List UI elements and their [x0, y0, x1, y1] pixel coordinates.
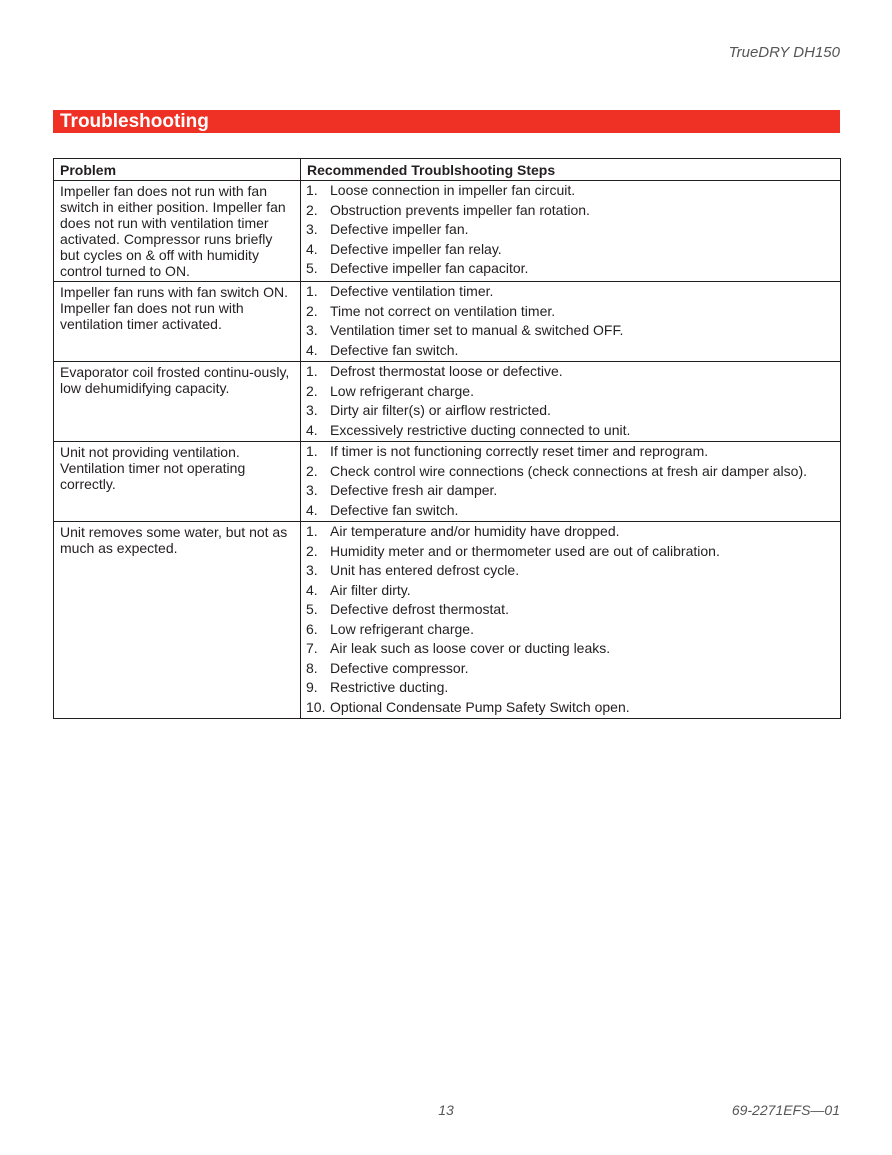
step-text: Defective impeller fan relay. — [330, 240, 502, 257]
step-item — [306, 241, 836, 259]
step-item — [306, 283, 836, 301]
problem-cell: Evaporator coil frosted continu-ously, low dehumidifying capacity. — [54, 362, 301, 442]
step-item — [306, 322, 836, 340]
step-number: 2. — [306, 302, 318, 319]
step-number: 3. — [306, 402, 318, 418]
step-item — [306, 543, 836, 561]
section-heading-bar — [53, 110, 840, 133]
step-item — [306, 221, 836, 239]
step-item — [306, 502, 836, 520]
step-item — [306, 582, 836, 600]
problem-cell: Unit removes some water, but not as much as expected. — [54, 522, 301, 719]
problem-cell: Impeller fan does not run with fan switch in either position. Impeller fan does not run with ventilation timer activated. Compressor runs briefly but cycles on & off with humidity control turned to ON. — [54, 181, 301, 282]
step-number: 6. — [306, 620, 318, 637]
step-list — [306, 283, 836, 359]
steps-cell — [301, 362, 841, 442]
troubleshooting-table — [53, 158, 841, 719]
step-item — [306, 402, 836, 420]
step-text: Air temperature and/or humidity have dropped. — [330, 523, 620, 539]
step-number: 3. — [306, 221, 318, 237]
step-number: 8. — [306, 659, 318, 676]
step-item — [306, 443, 836, 461]
section-heading: Troubleshooting — [60, 111, 209, 132]
steps-cell — [301, 181, 841, 282]
table-body — [54, 181, 841, 719]
step-number: 4. — [306, 421, 318, 438]
step-text: Loose connection in impeller fan circuit. — [330, 182, 576, 198]
step-text: Excessively restrictive ducting connected to unit. — [330, 421, 631, 438]
step-text: Defective impeller fan. — [330, 221, 469, 237]
step-number: 2. — [306, 462, 318, 479]
step-number: 7. — [306, 640, 318, 656]
step-number: 1. — [306, 523, 318, 539]
step-item — [306, 482, 836, 500]
step-text: Defective fan switch. — [330, 341, 459, 358]
step-text: Ventilation timer set to manual & switched OFF. — [330, 322, 624, 338]
step-text: Defective ventilation timer. — [330, 283, 494, 299]
step-text: Air filter dirty. — [330, 581, 411, 598]
step-text: Defrost thermostat loose or defective. — [330, 363, 563, 379]
step-list — [306, 443, 836, 519]
step-text: Defective defrost thermostat. — [330, 601, 509, 617]
step-text: Air leak such as loose cover or ducting leaks. — [330, 640, 611, 656]
step-number: 2. — [306, 201, 318, 218]
step-text: Obstruction prevents impeller fan rotation. — [330, 201, 590, 218]
step-text: Restrictive ducting. — [330, 679, 449, 695]
step-item — [306, 601, 836, 619]
step-text: Time not correct on ventilation timer. — [330, 302, 556, 319]
step-item — [306, 182, 836, 200]
step-number: 3. — [306, 482, 318, 498]
step-number: 1. — [306, 283, 318, 299]
table-row — [54, 181, 841, 282]
step-number: 1. — [306, 182, 318, 198]
step-item — [306, 562, 836, 580]
steps-column-header: Recommended Troublshooting Steps — [301, 159, 841, 181]
step-text: Low refrigerant charge. — [330, 620, 474, 637]
step-item — [306, 699, 836, 717]
table-row — [54, 282, 841, 362]
step-text: Defective fan switch. — [330, 501, 459, 518]
step-item — [306, 202, 836, 220]
steps-cell — [301, 282, 841, 362]
step-text: Humidity meter and or thermometer used are out of calibration. — [330, 542, 720, 559]
step-number: 9. — [306, 679, 318, 695]
step-item — [306, 260, 836, 278]
step-number: 4. — [306, 341, 318, 358]
step-text: Check control wire connections (check connections at fresh air damper also). — [330, 462, 807, 479]
step-number: 1. — [306, 443, 318, 459]
step-number: 4. — [306, 581, 318, 598]
table-row — [54, 362, 841, 442]
step-list — [306, 182, 836, 278]
step-number: 5. — [306, 260, 318, 276]
step-number: 5. — [306, 601, 318, 617]
step-item — [306, 463, 836, 481]
step-item — [306, 523, 836, 541]
step-item — [306, 363, 836, 381]
step-text: If timer is not functioning correctly reset timer and reprogram. — [330, 443, 709, 459]
step-text: Optional Condensate Pump Safety Switch open. — [330, 698, 630, 715]
document-code: 69-2271EFS—01 — [731, 1102, 840, 1118]
step-item — [306, 660, 836, 678]
step-text: Defective impeller fan capacitor. — [330, 260, 529, 276]
step-number: 3. — [306, 322, 318, 338]
step-list — [306, 523, 836, 716]
step-number: 3. — [306, 562, 318, 578]
step-text: Defective fresh air damper. — [330, 482, 498, 498]
step-item — [306, 679, 836, 697]
problem-cell: Unit not providing ventilation. Ventilation timer not operating correctly. — [54, 442, 301, 522]
problem-cell: Impeller fan runs with fan switch ON. Impeller fan does not run with ventilation timer activated. — [54, 282, 301, 362]
step-item — [306, 621, 836, 639]
step-number: 4. — [306, 240, 318, 257]
step-number: 2. — [306, 382, 318, 399]
step-number: 1. — [306, 363, 318, 379]
step-text: Defective compressor. — [330, 659, 469, 676]
table-header-row — [54, 159, 841, 181]
steps-cell — [301, 522, 841, 719]
step-number: 10. — [306, 698, 326, 715]
problem-column-header: Problem — [54, 159, 301, 181]
step-text: Low refrigerant charge. — [330, 382, 474, 399]
step-item — [306, 422, 836, 440]
step-item — [306, 342, 836, 360]
step-number: 4. — [306, 501, 318, 518]
page-number: 13 — [438, 1102, 454, 1118]
document-title: TrueDRY DH150 — [728, 44, 840, 61]
table-row — [54, 442, 841, 522]
steps-cell — [301, 442, 841, 522]
table-row — [54, 522, 841, 719]
step-number: 2. — [306, 542, 318, 559]
step-text: Dirty air filter(s) or airflow restricted. — [330, 402, 551, 418]
step-list — [306, 363, 836, 439]
step-text: Unit has entered defrost cycle. — [330, 562, 520, 578]
step-item — [306, 303, 836, 321]
step-item — [306, 640, 836, 658]
step-item — [306, 383, 836, 401]
